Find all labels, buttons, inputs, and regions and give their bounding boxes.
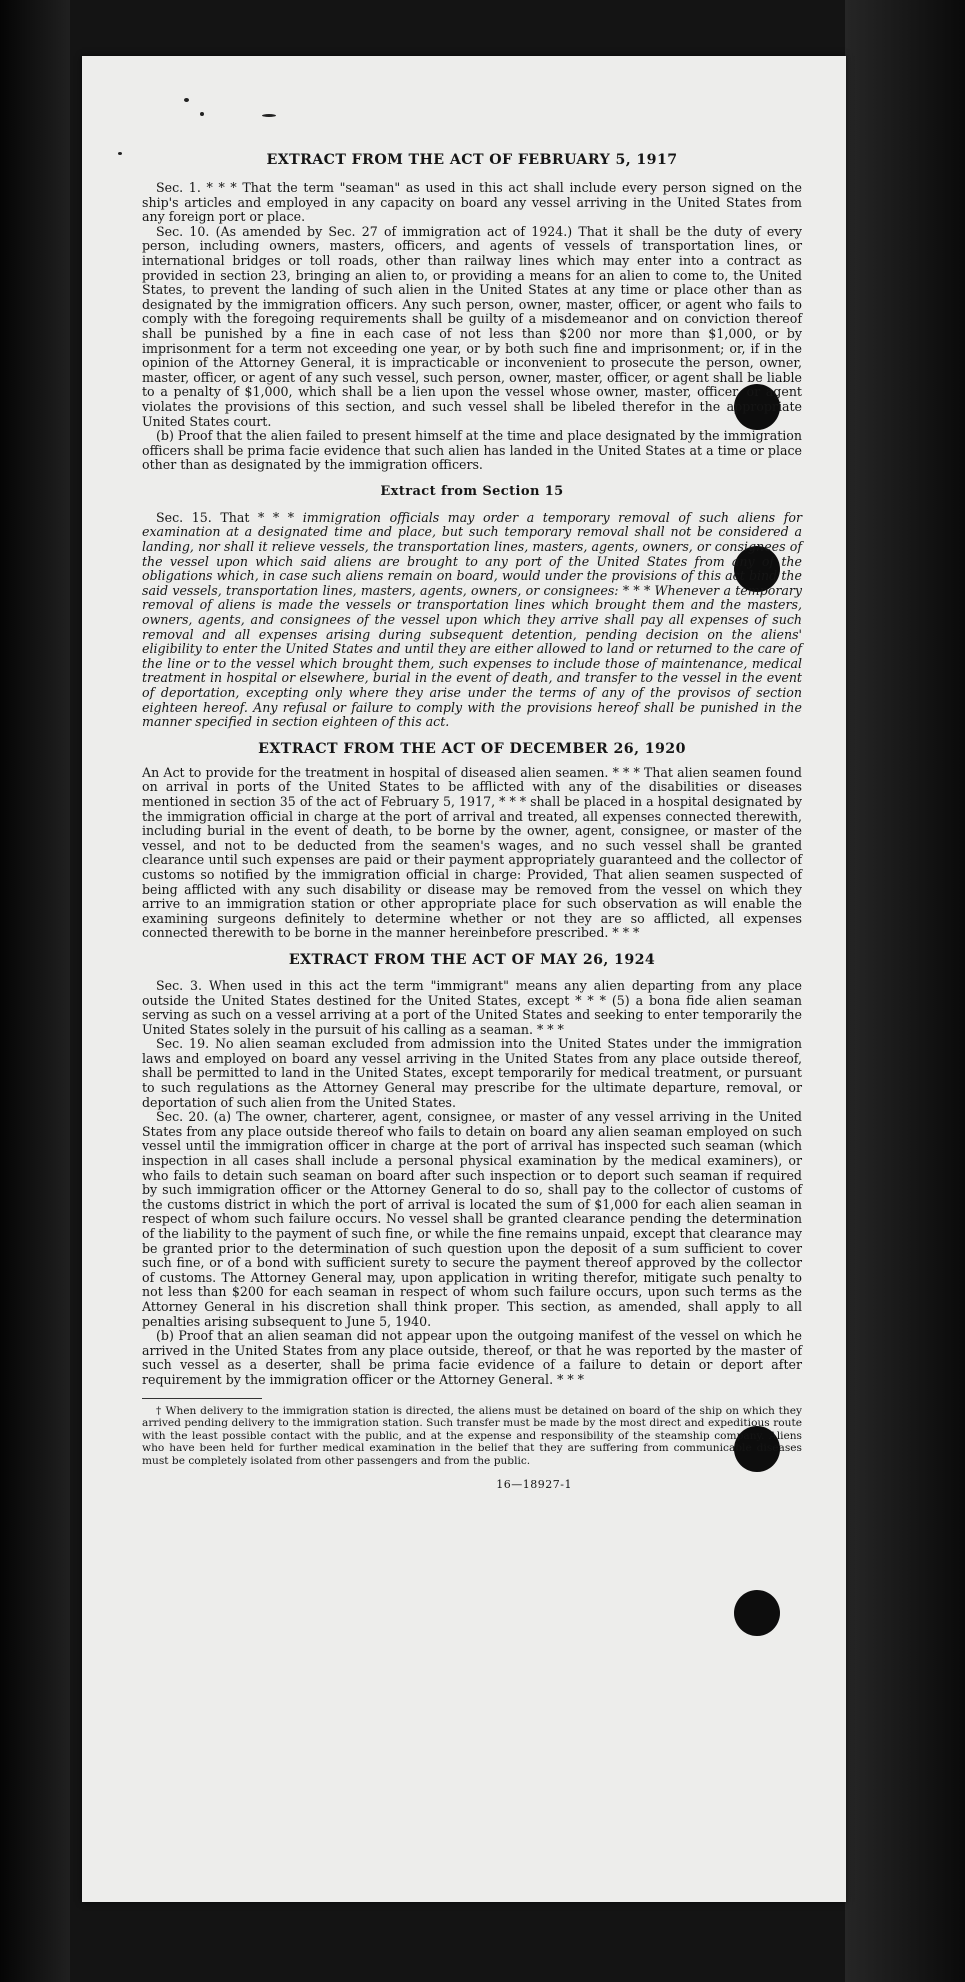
scan-border-left bbox=[0, 0, 70, 1982]
paragraph-sec15-body: immigration officials may order a temporary removal of such aliens for examination at a designated time and place, but such temporary removal shall not be considered a landing, nor shall it relieve vessels, the transportation lines, masters, agents, owners, or consignees of the vessel upon which said aliens are brought to any port of the United States from any of the obligations which, in case such aliens remain on board, would under the provisions of this act bind the said vessels, transportation lines, masters, agents, owners, or consignees: * * * Whenever a temporary removal of aliens is made the vessels or transportation lines which brought them and the masters, owners, agents, and consignees of the vessel upon which they arrive shall pay all expenses of such removal and all expenses arising during subsequent detention, pending decision on the aliens' eligibility to enter the United States and until they are either allowed to land or returned to the care of the line or to the vessel which brought them, such expenses to include those of maintenance, medical treatment in hospital or elsewhere, burial in the event of death, and transfer to the vessel in the event of deportation, excepting only where they arise under the terms of any of the provisos of section eighteen hereof. Any refusal or failure to comply with the provisions hereof shall be punished in the manner specified in section eighteen of this act. bbox=[142, 509, 803, 730]
paragraph-act-1920: An Act to provide for the treatment in hospital of diseased alien seamen. * * * That alien seamen found on arrival in ports of the United States to be afflicted with any of the disabilities or diseases mentioned in section 35 of the act of February 5, 1917, * * * shall be placed in a hospital designated by the immigration official in charge at the port of arrival and treated, all expenses connected therewith, including burial in the event of death, to be borne by the owner, agent, consignee, or master of the vessel, and not to be deducted from the seamen's wages, and no such vessel shall be granted clearance until such expenses are paid or their payment appropriately guaranteed and the collector of customs so notified by the immigration official in charge: Provided, That alien seamen suspected of being afflicted with any such disability or disease may be removed from the vessel on which they arrive to an immigration station or other appropriate place for such observation as will enable the examining surgeons definitely to determine whether or not they are so afflicted, all expenses connected therewith to be borne in the manner hereinbefore prescribed. * * * bbox=[142, 764, 802, 941]
speck bbox=[184, 98, 189, 102]
footnote bbox=[142, 1405, 802, 1468]
heading-act-1924: EXTRACT FROM THE ACT OF MAY 26, 1924 bbox=[288, 951, 656, 968]
punch-hole bbox=[734, 1590, 780, 1636]
paragraph-sec10: Sec. 10. (As amended by Sec. 27 of immigration act of 1924.) That it shall be the duty of every person, including owners, masters, officers, and agents of vessels of transportation lines, or international bridges or toll roads, other than railway lines which may enter into a contract as provided in section 23, bringing an alien to, or providing a means for an alien to come to, the United States, to prevent the landing of such alien in the United States at any time or place other than as designated by the immigration officers. Any such person, owner, master, officer, or agent who fails to comply with the foregoing requirements shall be guilty of a misdemeanor and on conviction thereof shall be punished by a fine in each case of not less than $200 nor more than $1,000, or by imprisonment for a term not exceeding one year, or by both such fine and imprisonment; or, if in the opinion of the Attorney General, it is impracticable or inconvenient to prosecute the person, owner, master, officer, or agent of any such vessel, such person, owner, master, officer, or agent shall be liable to a penalty of $1,000, which shall be a lien upon the vessel whose owner, master, officer, or agent violates the provisions of this section, and such vessel shall be libeled therefor in the appropriate United States court. bbox=[142, 223, 802, 429]
paragraph-sec20: Sec. 20. (a) The owner, charterer, agent, consignee, or master of any vessel arriving in the United States from any place outside thereof who fails to detain on board any alien seaman employed on such vessel until the immigration officer in charge at the port of arrival has inspected such seaman (which inspection in all cases shall include a personal physical examination by the medical examiners), or who fails to detain such seaman on board after such inspection or to deport such seaman if required by such immigration officer or the Attorney General to do so, shall pay to the collector of customs of the customs district in which the port of arrival is located the sum of $1,000 for each alien seaman in respect of whom such failure occurs. No vessel shall be granted clearance pending the determination of the liability to the payment of such fine, or while the fine remains unpaid, except that clearance may be granted prior to the determination of such question upon the deposit of a sum sufficient to cover such fine, or of a bond with sufficient surety to secure the payment thereof approved by the collector of customs. The Attorney General may, upon application in writing therefor, mitigate such penalty to not less than $200 for each seaman in respect of whom such failure occurs, upon such terms as the Attorney General in his discretion shall think proper. This section, as amended, shall apply to all penalties arising subsequent to June 5, 1940. bbox=[142, 1109, 802, 1329]
footnote-text: † When delivery to the immigration station is directed, the aliens must be detained on board of the ship on which they arrived pending delivery to the immigration station. Such transfer must be made by the most direct and expeditious route with the least possible contact with the public, and at the expense and responsibility of the steamship company. Aliens who have been held for further medical examination in the belief that they are suffering from communicable diseases must be completely isolated from other passengers and from the public. bbox=[142, 1404, 802, 1467]
heading-act-1920: EXTRACT FROM THE ACT OF DECEMBER 26, 1920 bbox=[258, 740, 686, 757]
form-number: 16—18927-1 bbox=[496, 1477, 572, 1491]
document-content bbox=[142, 151, 802, 1492]
scan-border-right bbox=[845, 0, 965, 1982]
paragraph-sec1: Sec. 1. * * * That the term "seaman" as used in this act shall include every person signed on the ship's articles and employed in any capacity on board any vessel arriving in the United States from any foreign port or place. bbox=[142, 180, 802, 225]
paragraph-sec3: Sec. 3. When used in this act the term "immigrant" means any alien departing from any place outside the United States destined for the United States, except * * * (5) a bona fide alien seaman serving as such on a vessel arriving at a port of the United States and seeking to enter temporarily the United States solely in the pursuit of his calling as a seaman. * * * bbox=[142, 977, 802, 1037]
paragraph-sec10b: (b) Proof that the alien failed to present himself at the time and place designated by the immigration officers shall be prima facie evidence that such alien has landed in the United States at a time or place other than as designated by the immigration officers. bbox=[142, 428, 802, 473]
document-page bbox=[82, 56, 846, 1902]
paragraph-sec15 bbox=[142, 511, 802, 730]
speck bbox=[200, 112, 204, 116]
paragraph-sec20b: (b) Proof that an alien seaman did not appear upon the outgoing manifest of the vessel on which he arrived in the United States from any place outside, thereof, or that he was reported by the master of such vessel as a deserter, shall be prima facie evidence of a failure to detain or deport after requirement by the immigration officer or the Attorney General. * * * bbox=[142, 1328, 802, 1387]
speck bbox=[262, 114, 276, 117]
paragraph-sec15-lead: Sec. 15. That * * * bbox=[156, 509, 303, 525]
paragraph-sec19: Sec. 19. No alien seaman excluded from admission into the United States under the immigration laws and employed on board any vessel arriving in the United States from any place outside thereof, shall be permitted to land in the United States, except temporarily for medical treatment, or pursuant to such regulations as the Attorney General may prescribe for the ultimate departure, removal, or deportation of such alien from the United States. bbox=[142, 1036, 802, 1110]
heading-act-1917: EXTRACT FROM THE ACT OF FEBRUARY 5, 1917 bbox=[266, 152, 678, 168]
heading-section-15: Extract from Section 15 bbox=[380, 483, 564, 499]
footnote-divider bbox=[142, 1398, 262, 1399]
speck bbox=[118, 152, 122, 155]
